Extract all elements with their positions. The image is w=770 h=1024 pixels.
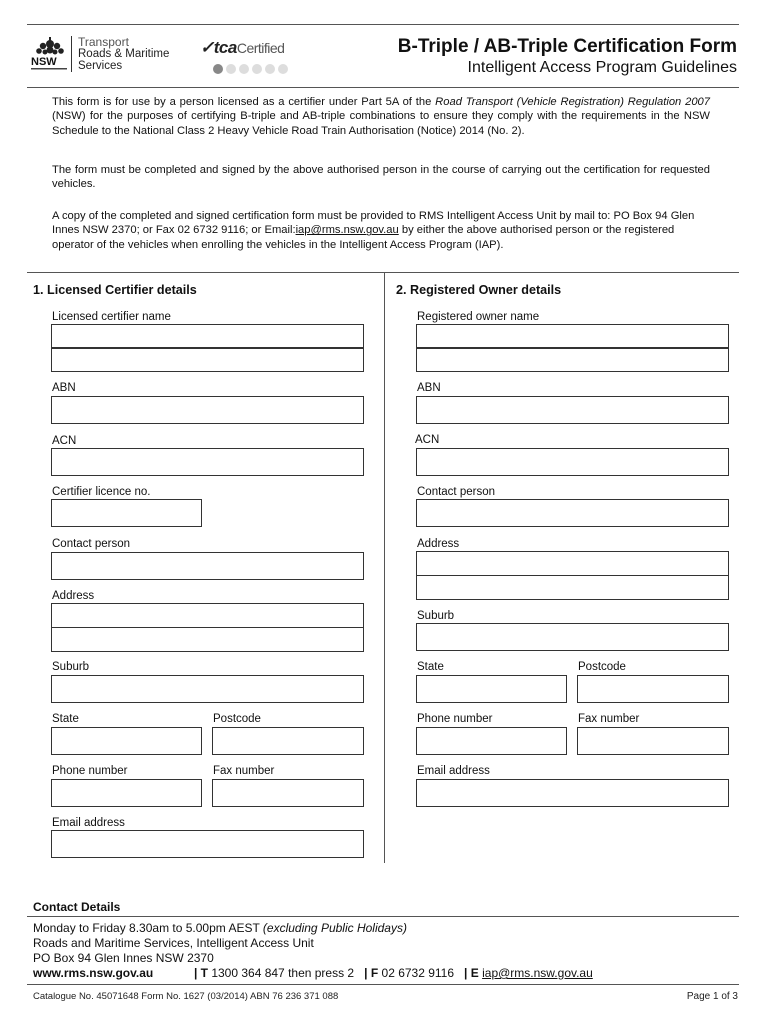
certifier-phone-input[interactable] <box>51 779 202 807</box>
certifier-fax-input[interactable] <box>212 779 364 807</box>
sections-rule <box>27 272 739 273</box>
certifier-email-input[interactable] <box>51 830 364 858</box>
footer-catalogue: Catalogue No. 45071648 Form No. 1627 (03/2014) ABN 76 236 371 088 <box>33 991 339 1002</box>
footer-page-number: Page 1 of 3 <box>686 991 738 1002</box>
owner-contact-input[interactable] <box>416 499 729 527</box>
tca-mark: tca <box>213 38 237 57</box>
footer-rule <box>27 984 739 985</box>
certifier-email-label: Email address <box>52 817 125 829</box>
iap-email-link[interactable]: iap@rms.nsw.gov.au <box>295 224 399 237</box>
certifier-postcode-input[interactable] <box>212 727 364 755</box>
owner-acn-input[interactable] <box>416 448 729 476</box>
certifier-address-label: Address <box>52 590 95 602</box>
sections-divider <box>384 273 385 863</box>
owner-name-input-2[interactable] <box>416 348 729 372</box>
owner-email-input[interactable] <box>416 779 729 807</box>
contact-fax: 02 6732 9116 <box>381 966 455 980</box>
certifier-postcode-label: Postcode <box>213 713 261 725</box>
tca-certified-logo <box>200 38 284 58</box>
owner-address-input-2[interactable] <box>416 575 729 600</box>
owner-email-label: Email address <box>417 765 490 777</box>
header-rule <box>27 87 739 88</box>
certifier-fax-label: Fax number <box>213 765 275 777</box>
contact-hours-text: Monday to Friday 8.30am to 5.00pm AEST <box>33 921 263 935</box>
contact-rule <box>27 916 739 917</box>
certifier-phone-label: Phone number <box>52 765 128 777</box>
tca-certified-text: Certified <box>236 40 285 56</box>
certifier-suburb-label: Suburb <box>52 661 90 673</box>
certifier-licence-label: Certifier licence no. <box>52 486 151 498</box>
certifier-contact-input[interactable] <box>51 552 364 580</box>
rms-logo-text <box>78 36 169 72</box>
nsw-waratah-logo-icon <box>30 34 70 72</box>
contact-phone: 1300 364 847 then press 2 <box>211 966 355 980</box>
owner-fax-input[interactable] <box>577 727 729 755</box>
owner-phone-label: Phone number <box>417 713 493 725</box>
owner-abn-input[interactable] <box>416 396 729 424</box>
certifier-address-input-2[interactable] <box>51 627 364 652</box>
certifier-abn-label: ABN <box>52 382 76 394</box>
contact-hours <box>33 921 407 936</box>
section2-heading: 2. Registered Owner details <box>396 283 562 297</box>
owner-address-input-1[interactable] <box>416 551 729 576</box>
contact-email-link[interactable]: iap@rms.nsw.gov.au <box>482 966 593 980</box>
owner-abn-label: ABN <box>417 382 441 394</box>
section1-heading: 1. Licensed Certifier details <box>33 283 197 297</box>
contact-t-label: T <box>200 966 208 980</box>
owner-contact-label: Contact person <box>417 486 495 498</box>
contact-po: PO Box 94 Glen Innes NSW 2370 <box>33 951 214 965</box>
intro-p1-italic: Road Transport (Vehicle Registration) Regulation 2007 <box>435 96 710 108</box>
owner-fax-label: Fax number <box>578 713 640 725</box>
certifier-name-input-2[interactable] <box>51 348 364 372</box>
intro-p1-text-b: (NSW) for the purposes of certifying B-triple and AB-triple combinations to ensure they comply with the requirements in the NSW Schedule to the National Class 2 Heavy Vehicle Road Train Authorisation (Notice) 2014 (No. 2). <box>52 110 710 137</box>
owner-postcode-input[interactable] <box>577 675 729 703</box>
certifier-state-input[interactable] <box>51 727 202 755</box>
contact-f-label: F <box>370 966 379 980</box>
contact-web-link[interactable]: www.rms.nsw.gov.au <box>33 966 154 980</box>
certifier-address-input-1[interactable] <box>51 603 364 628</box>
top-rule <box>27 24 739 25</box>
intro-paragraph-1 <box>52 95 710 138</box>
contact-details-heading: Contact Details <box>33 900 121 914</box>
owner-phone-input[interactable] <box>416 727 567 755</box>
owner-state-label: State <box>417 661 444 673</box>
certifier-name-label: Licensed certifier name <box>52 311 171 323</box>
owner-suburb-input[interactable] <box>416 623 729 651</box>
intro-p3-text-a: A copy of the completed and signed certification form must be provided to RMS Intelligent Access Unit by mail to: PO Box 94 Glen Innes NSW 2370; or Fax 02 6732 9116; or Email: <box>52 210 695 237</box>
form-subtitle: Intelligent Access Program Guidelines <box>467 59 737 76</box>
tca-check-icon: ✓ <box>200 38 214 57</box>
certifier-abn-input[interactable] <box>51 396 364 424</box>
certifier-acn-input[interactable] <box>51 448 364 476</box>
intro-p3-text-b: by either the above authorised person or the registered operator of the vehicles when enrolling the vehicles in the Intelligent Access Program (IAP). <box>52 224 675 251</box>
contact-org: Roads and Maritime Services, Intelligent Access Unit <box>33 936 314 950</box>
owner-postcode-label: Postcode <box>578 661 626 673</box>
certifier-suburb-input[interactable] <box>51 675 364 703</box>
logo-divider <box>71 36 72 72</box>
logo-line3: Services <box>78 60 123 72</box>
owner-acn-label: ACN <box>415 434 440 446</box>
svg-text:NSW: NSW <box>31 56 57 68</box>
owner-suburb-label: Suburb <box>417 610 455 622</box>
owner-name-label: Registered owner name <box>417 311 540 323</box>
contact-line: www.rms.nsw.gov.au | T 1300 364 847 then press 2 | F 02 6732 9116 | E iap@rms.nsw.gov.au <box>33 966 593 980</box>
tca-dots-icon <box>213 61 291 79</box>
certifier-state-label: State <box>52 713 79 725</box>
intro-paragraph-3 <box>52 209 710 252</box>
logo-line2: Roads & Maritime <box>78 48 170 60</box>
owner-address-label: Address <box>417 538 460 550</box>
contact-hours-italic: (excluding Public Holidays) <box>262 921 407 935</box>
certifier-licence-input[interactable] <box>51 499 202 527</box>
certifier-name-input-1[interactable] <box>51 324 364 348</box>
owner-name-input-1[interactable] <box>416 324 729 348</box>
contact-e-label: E <box>470 966 479 980</box>
logo-line1: Transport <box>78 35 129 49</box>
intro-paragraph-2: The form must be completed and signed by the above authorised person in the course of carrying out the certification for requested vehicles. <box>52 164 710 191</box>
form-title: B-Triple / AB-Triple Certification Form <box>397 36 737 57</box>
certifier-contact-label: Contact person <box>52 538 130 550</box>
owner-state-input[interactable] <box>416 675 567 703</box>
intro-p1-text-a: This form is for use by a person licensed as a certifier under Part 5A of the <box>52 96 436 108</box>
certifier-acn-label: ACN <box>52 435 77 447</box>
